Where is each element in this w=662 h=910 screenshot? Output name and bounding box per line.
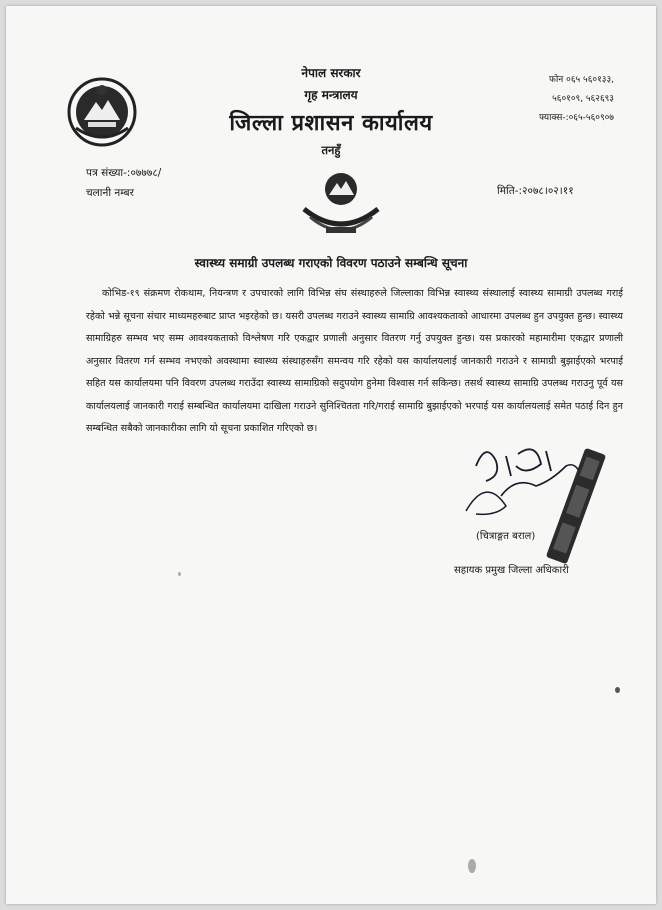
document-page [6, 6, 656, 904]
letter-number: पत्र संख्या-:०७७७८/ [86, 167, 162, 179]
letter-date: मिति-:२०७८।०२।११ [497, 185, 574, 197]
notice-subject: स्वास्थ्य समाग्री उपलब्ध गराएको विवरण पठाउने सम्बन्धि सूचना [194, 256, 468, 270]
office-location: तनहुँ [321, 143, 341, 157]
office-stamp-icon [296, 169, 386, 239]
ministry-name: गृह मन्त्रालय [304, 88, 358, 102]
phone-line-2: ५६०१०९, ५६२६९३ [552, 94, 614, 104]
signatory-title: सहायक प्रमुख जिल्ला अधिकारी [454, 565, 569, 576]
scan-speck [615, 687, 620, 693]
dispatch-number: चलानी नम्बर [86, 187, 134, 199]
phone-line-1: फोन ०६५ ५६०१३३, [549, 75, 614, 85]
notice-body: कोभिड-१९ संक्रमण रोकथाम, नियन्त्रण र उपचारको लागि विभिन्न संघ संस्थाहरुले जिल्लाका विभिन्न स्वास्थ्य संस्थालाई स्वास्थ्य सामाग्री उपलब्ध गराई रहेको भन्ने सूचना संचार माध्यमहरुबाट प्राप्त भइरहेको छ। यसरी उपलब्ध गराउने स्वास्थ्य सामाग्रि आवश्यकताको आधारमा उपलब्ध हुन उपयुक्त हुन्छ। स्वास्थ्य सामाग्रिहरु सम्भव भए सम्म आवश्यकताको विश्लेषण गरि एकद्वार प्रणाली अनुसार वितरण गर्नु उपयुक्त हुन्छ। यस प्रकारको महामारीमा एकद्वार प्रणाली अनुसार वितरण गर्न सम्भव नभएको अवस्थामा स्वास्थ्य संस्थाहरुसँग समन्वय गरि रहेको यस कार्यालयलाई जानकारी गराउने र सामाग्री बुझाईएको भरपाई सहित यस कार्यालयमा पनि विवरण उपलब्ध गराउँदा स्वास्थ्य सामाग्रिको सदुपयोग हुनेमा विश्वास गर्न सकिन्छ। तसर्थ स्वास्थ्य सामाग्रि उपलब्ध गराउनु पूर्व यस कार्यालयलाई जानकारी गराई सम्बन्धित कार्यालयमा दाखिला गराउने सुनिश्चितता गरि/गराई सामाग्रि बुझाईएको भरपाई यस कार्यालयलाई समेत पठाई दिन हुन सम्बन्धित सबैको जानकारीका लागि यो सूचना प्रकाशित गरिएको छ। [86, 288, 623, 434]
fax-number: फ्याक्स-:०६५-५६०९०७ [539, 113, 614, 123]
scan-dot [178, 572, 181, 576]
government-name: नेपाल सरकार [301, 66, 361, 80]
office-name: जिल्ला प्रशासन कार्यालय [229, 111, 433, 136]
scan-smudge [468, 859, 476, 873]
signatory-name: (चित्राङ्गत बराल) [476, 531, 536, 542]
